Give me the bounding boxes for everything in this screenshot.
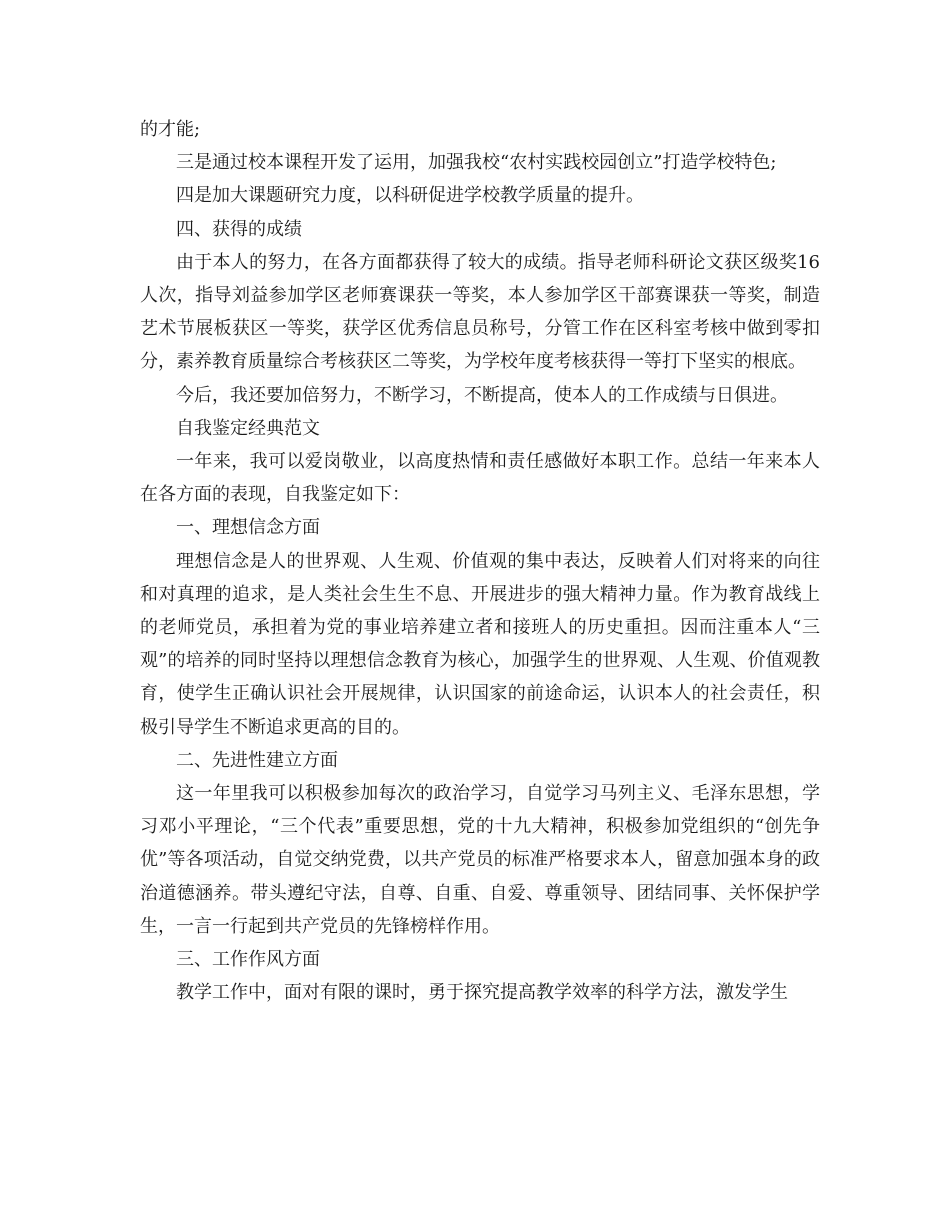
section-heading-self-appraisal: 自我鉴定经典范文 xyxy=(176,417,320,439)
paragraph-research: 四是加大课题研究力度，以科研促进学校教学质量的提升。 xyxy=(176,185,644,207)
paragraph-advanced-nature: 这一年里我可以积极参加每次的政治学习，自觉学习马列主义、毛泽东思想，学习邓小平理论，“三个代表”重要思想，党的十九大精神，积极参加党组织的“创先争优”等各项活动，自觉交纳党费，以共产党员的标准严格要求本人，留意加强本身的政治道德涵养。带头遵纪守法，自尊、自重、自爱、尊重领导、团结同事、关怀保护学生，一言一行起到共产党员的先锋榜样作用。 xyxy=(140,783,820,937)
section-heading-work-style: 三、工作作风方面 xyxy=(176,949,320,971)
paragraph-ideals: 理想信念是人的世界观、人生观、价值观的集中表达，反映着人们对将来的向往和对真理的追求，是人类社会生生不息、开展进步的强大精神力量。作为教育战线上的老师党员，承担着为党的事业培养建立者和接班人的历史重担。因而注重本人“三观”的培养的同时坚持以理想信念教育为核心，加强学生的世界观、人生观、价值观教育，使学生正确认识社会开展规律，认识国家的前途命运，认识本人的社会责任，积极引导学生不断追求更高的目的。 xyxy=(140,550,820,738)
paragraph-self-appraisal-intro: 一年来，我可以爱岗敬业，以高度热情和责任感做好本职工作。总结一年来本人在各方面的表现，自我鉴定如下： xyxy=(140,451,820,506)
paragraph-continuation: 的才能; xyxy=(140,119,201,140)
paragraph-school-feature: 三是通过校本课程开发了运用，加强我校“农村实践校园创立”打造学校特色; xyxy=(176,152,777,174)
section-heading-achievements: 四、获得的成绩 xyxy=(176,218,302,240)
paragraph-work-style: 教学工作中，面对有限的课时，勇于探究提高教学效率的科学方法，激发学生 xyxy=(176,982,788,1004)
paragraph-achievements: 由于本人的努力，在各方面都获得了较大的成绩。指导老师科研论文获区级奖16人次，指导刘益参加学区老师赛课获一等奖，本人参加学区干部赛课获一等奖，制造艺术节展板获区一等奖，获学区优秀信息员称号，分管工作在区科室考核中做到零扣分，素养教育质量综合考核获区二等奖，为学校年度考核获得一等打下坚实的根底。 xyxy=(140,251,820,373)
section-heading-advanced-nature: 二、先进性建立方面 xyxy=(176,749,338,771)
section-heading-ideals: 一、理想信念方面 xyxy=(176,517,320,539)
document-body xyxy=(140,113,820,1009)
paragraph-future: 今后，我还要加倍努力，不断学习，不断提高，使本人的工作成绩与日俱进。 xyxy=(176,384,788,406)
